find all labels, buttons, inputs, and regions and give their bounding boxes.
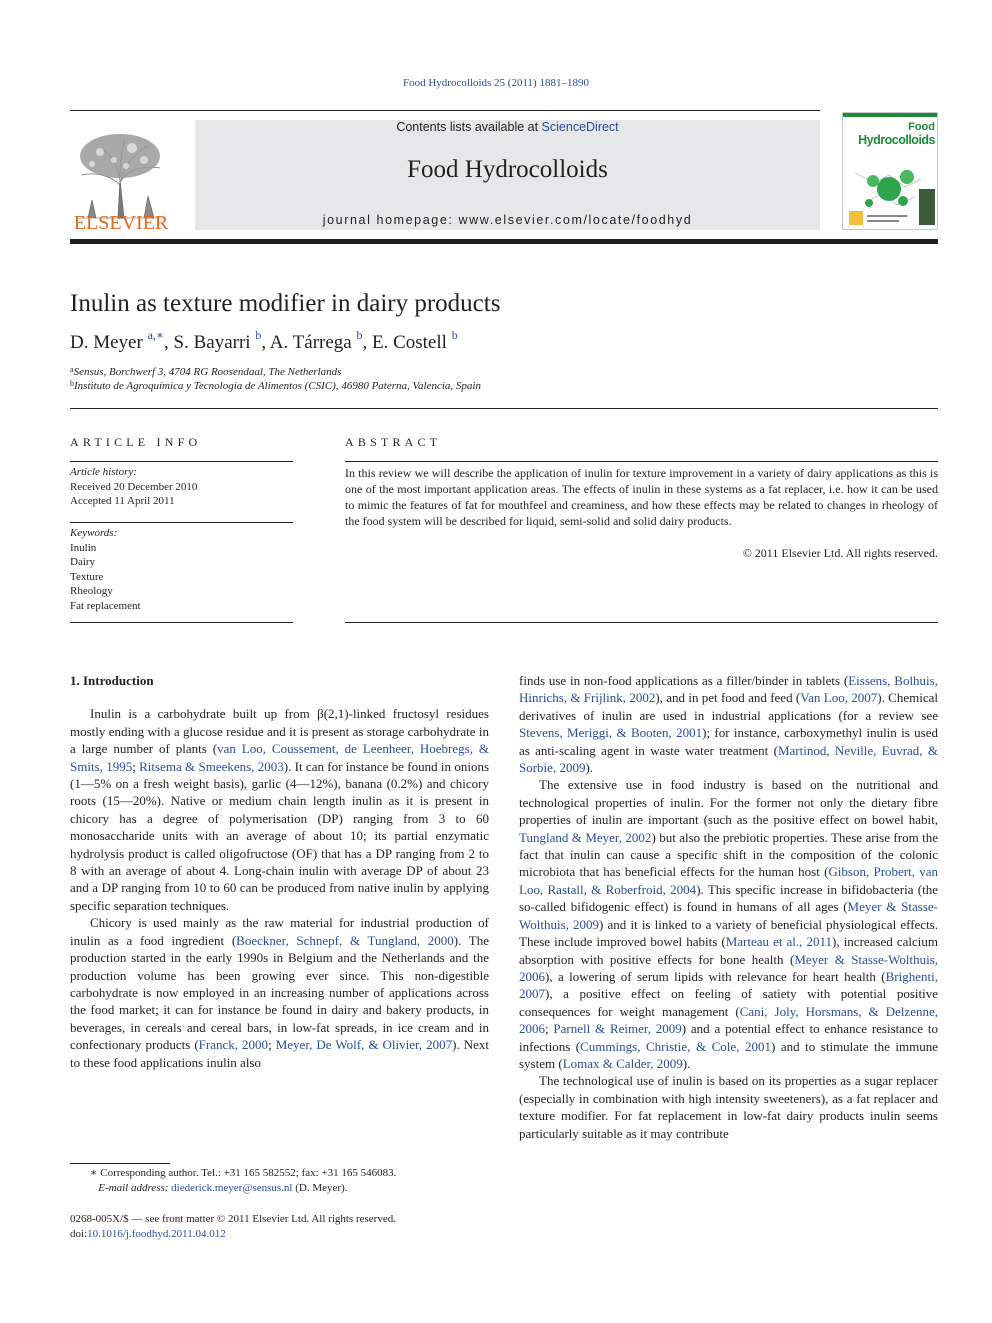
paragraph-text: ), and in pet food and feed ( (655, 690, 801, 706)
received-date: Received 20 December 2010 (70, 480, 198, 493)
article-title: Inulin as texture modifier in dairy products (70, 290, 501, 317)
email-link[interactable]: diederick.meyer@sensus.nl (171, 1182, 293, 1194)
body-column-left (70, 672, 489, 1071)
footnote-rule (70, 1163, 170, 1164)
journal-title: Food Hydrocolloids (407, 156, 608, 183)
paragraph-text: ). Chemical derivatives of inulin are used in industrial applications (for a review see (519, 690, 938, 723)
article-history (70, 465, 293, 509)
masthead-thick-rule (70, 239, 938, 244)
author-separator: , (261, 332, 270, 353)
keyword-item: Dairy (70, 556, 96, 568)
keyword-item: Rheology (70, 585, 113, 597)
elsevier-wordmark: ELSEVIER (73, 212, 169, 234)
masthead-top-rule (70, 110, 820, 111)
journal-homepage[interactable]: journal homepage: www.elsevier.com/locate/foodhyd (322, 213, 693, 227)
paragraph-text: ). This specific increase in bifidobacteria (the so-called bifidogenic effect) is found in humans of all ages ( (519, 881, 939, 915)
paragraph-text: ; (545, 1021, 554, 1037)
affiliation-a (70, 366, 341, 378)
paragraph-text: Chicory is used mainly as the raw material for industrial production of inulin as a food ingredient ( (70, 915, 489, 948)
paragraph-text: ); for instance, carboxymethyl inulin is used as anti-scaling agent in waste water treatment ( (519, 725, 938, 758)
contents-line (195, 120, 820, 134)
history-label: Article history: (70, 466, 137, 478)
citation-link[interactable]: Van Loo, 2007 (800, 690, 878, 706)
paragraph-text: finds use in non-food applications as a filler/binder in tablets ( (519, 673, 849, 688)
citation-link[interactable]: Cummings, Christie, & Cole, 2001 (580, 1038, 771, 1054)
abstract-bottom-rule (345, 622, 938, 623)
keyword-item: Fat replacement (70, 599, 141, 612)
paragraph-text: ; (132, 758, 140, 774)
footnote-line-2 (70, 1181, 489, 1196)
author-separator: , (164, 332, 174, 353)
email-suffix: (D. Meyer). (292, 1182, 348, 1194)
citation-link[interactable]: Parnell & Reimer, 2009 (553, 1021, 682, 1037)
citation-link[interactable]: Tungland & Meyer, 2002 (519, 829, 652, 845)
bottom-metadata (70, 1212, 489, 1242)
citation-link[interactable]: Meyer & Stasse-Wolthuis, 2009 (519, 899, 939, 932)
paragraph-text: ). (682, 1055, 691, 1071)
citation-link[interactable]: van Loo, Coussement, de Leenheer, Hoebregs, & Smits, 1995 (70, 741, 489, 774)
article-info-top-rule (70, 461, 293, 462)
citation-link[interactable]: Marteau et al., 2011 (725, 934, 833, 950)
running-head[interactable]: Food Hydrocolloids 25 (2011) 1881–1890 (403, 77, 589, 89)
affiliation-a-text: Sensus, Borchwerf 3, 4704 RG Roosendaal, The Netherlands (73, 366, 342, 378)
paragraph-text: Inulin is a carbohydrate built up from β(2,1)-linked fructosyl residues mostly ending with a glucose residue and it is present as storage carbohydrate in a large number of plants ( (70, 706, 489, 757)
citation-link[interactable]: Ritsema & Smeekens, 2003 (139, 758, 284, 774)
citation-link[interactable]: Boeckner, Schnepf, & Tungland, 2000 (236, 932, 454, 948)
paragraph-text: ). It can for instance be found in onions (1—5% on a fresh weight basis), garlic (4—12%), banana (0.2%) and chicory roots (15—20%). Native or medium chain length inulin as it is present in chicory has a degree of polymerisation (DP) ranging from 3 to 60 monosaccharide units with an average of about 10; its partial enzymatic hydrolysis product is called oligofructose (OF) that has a DP ranging from 2 to 8 with an average of about 4. Long-chain inulin with average DP of about 23 and a DP ranging from 10 to 60 can be produced from native inulin by applying specific separation techniques. (70, 758, 490, 913)
footnote-star: ∗ (90, 1167, 98, 1179)
paragraph-text: ), a positive effect on feeling of satiety with potential positive consequences for weight management ( (519, 986, 938, 1019)
sciencedirect-link[interactable]: ScienceDirect (541, 120, 619, 134)
citation-link[interactable]: Eissens, Bolhuis, Hinrichs, & Frijlink, 2002 (519, 673, 938, 706)
author-list (70, 328, 458, 354)
intro-paragraph-4 (519, 1072, 938, 1142)
paragraph-text: The extensive use in food industry is based on the nutritional and technological properties of inulin. For the former not only the dietary fibre properties of inulin are important (such as the positive effect on bowel habit, (519, 777, 938, 828)
paragraph-text: ) but also the prebiotic properties. These arise from the fact that inulin can cause a specific shift in the composition of the colonic microbiota that has beneficial effects for the human host ( (519, 829, 939, 880)
citation-link[interactable]: Gibson, Probert, van Loo, Rastall, & Roberfroid, 2004 (519, 864, 938, 897)
author-name: E. Costell (371, 332, 447, 353)
footnote-line-1 (70, 1166, 489, 1181)
citation-link[interactable]: Meyer, De Wolf, & Olivier, 2007 (275, 1037, 453, 1053)
intro-paragraph-2-continued (519, 672, 938, 776)
citation-link[interactable]: Brighenti, 2007 (519, 968, 938, 1002)
abstract-heading: ABSTRACT (345, 435, 442, 449)
author-affiliation-marker[interactable]: b (356, 328, 363, 342)
affiliation-a-marker: a (70, 365, 74, 374)
cover-accent-bar (843, 113, 938, 117)
author-name: A. Tárrega (269, 332, 352, 353)
paragraph-text: ), a lowering of serum lipids with relevance for heart health ( (545, 968, 886, 984)
author-name: S. Bayarri (173, 332, 251, 353)
intro-paragraph-3 (519, 776, 938, 1072)
journal-cover-thumbnail[interactable] (842, 112, 938, 230)
issn-line: 0268-005X/$ — see front matter © 2011 Elsevier Ltd. All rights reserved. (70, 1213, 396, 1225)
paragraph-text: ) and a potential effect to enhance resistance to infections ( (519, 1021, 938, 1054)
author-affiliation-marker[interactable]: b (451, 328, 458, 342)
intro-paragraph-2 (70, 914, 489, 1071)
author-affiliation-marker[interactable]: a,∗ (147, 328, 165, 342)
keywords-block (70, 526, 293, 613)
paragraph-text: ). (585, 760, 594, 776)
contents-prefix: Contents lists available at (396, 120, 542, 134)
affiliation-b-marker: b (70, 379, 74, 388)
doi-line (70, 1227, 489, 1242)
corresponding-author-footnote (70, 1166, 489, 1196)
section-heading-introduction: 1. Introduction (70, 673, 154, 688)
paragraph-text: The technological use of inulin is based on its properties as a sugar replacer (especially in combination with high intensity sweeteners), as a fat replacer and texture modifier. For fat replacement in low-fat dairy products inulin seems particularly suitable as it may contribute (519, 1073, 938, 1141)
author-name: D. Meyer (70, 332, 143, 353)
citation-link[interactable]: Martinod, Neville, Euvrad, & Sorbie, 2009 (519, 742, 938, 776)
doi-link[interactable]: 10.1016/j.foodhyd.2011.04.012 (87, 1228, 226, 1240)
intro-paragraph-1 (70, 705, 489, 914)
citation-link[interactable]: Meyer & Stasse-Wolthuis, 2006 (519, 951, 938, 984)
citation-link[interactable]: Franck, 2000 (198, 1037, 269, 1053)
accepted-date: Accepted 11 April 2011 (70, 495, 175, 507)
affiliation-divider (70, 408, 938, 409)
cover-title-hydrocolloids: Hydrocolloids (858, 133, 935, 147)
corresponding-author-text: Corresponding author. Tel.: +31 165 582552; fax: +31 165 546083. (100, 1167, 397, 1179)
cover-molecule-illustration (845, 153, 937, 229)
affiliation-b-text: Instituto de Agroquímica y Tecnologia de Alimentos (CSIC), 46980 Paterna, Valencia, Spain (74, 380, 481, 392)
paragraph-text: ) and it is linked to a variety of beneficial physiological effects. These include improved bowel habits ( (519, 916, 938, 950)
keyword-item: Texture (70, 570, 104, 583)
article-info-bottom-rule (70, 622, 293, 623)
paragraph-text: ), increased calcium absorption with positive effects for bone health ( (519, 934, 938, 967)
article-info-middle-rule (70, 522, 293, 523)
abstract-text: In this review we will describe the application of inulin for texture improvement in a variety of dairy applications as this is one of the most important application areas. The effects of inulin in these systems as a fat replacer, i.e. how it can be used to mimic the features of fat for mouthfeel and creaminess, and how these effects may be related to changes in rheology of the food system will be described for liquid, semi-solid and solid dairy products. (345, 466, 938, 528)
author-separator: , (362, 332, 372, 353)
body-column-right (519, 672, 938, 1142)
doi-prefix: doi: (70, 1228, 88, 1240)
paragraph-text: ; (268, 1037, 276, 1053)
affiliation-b (70, 380, 481, 392)
abstract-copyright: © 2011 Elsevier Ltd. All rights reserved. (742, 546, 938, 560)
author-affiliation-marker[interactable]: b (255, 328, 262, 342)
citation-link[interactable]: Lomax & Calder, 2009 (562, 1055, 683, 1071)
abstract-top-rule (345, 461, 938, 462)
paragraph-text: ). The production started in the early 1990s in Belgium and the Netherlands and the production volume has been growing ever since. This non-digestible carbohydrate is now employed in an increasing number of applications across the food market; it can for instance be found in dairy and bakery products, in beverages, in cereals and cereal bars, in low-fat spreads, in ice cream and in confectionary products ( (70, 932, 489, 1053)
article-info-heading: ARTICLE INFO (70, 435, 202, 449)
citation-link[interactable]: Cani, Joly, Horsmans, & Delzenne, 2006 (519, 1003, 938, 1037)
keyword-item: Inulin (70, 541, 97, 554)
citation-link[interactable]: Stevens, Meriggi, & Booten, 2001 (519, 725, 703, 741)
cover-title-food: Food (908, 121, 935, 133)
email-label: E-mail address: (98, 1182, 169, 1194)
paragraph-text: ). Next to these food applications inulin also (70, 1037, 490, 1070)
paragraph-text: ) and to stimulate the immune system ( (519, 1038, 939, 1071)
keywords-label: Keywords: (70, 527, 118, 539)
